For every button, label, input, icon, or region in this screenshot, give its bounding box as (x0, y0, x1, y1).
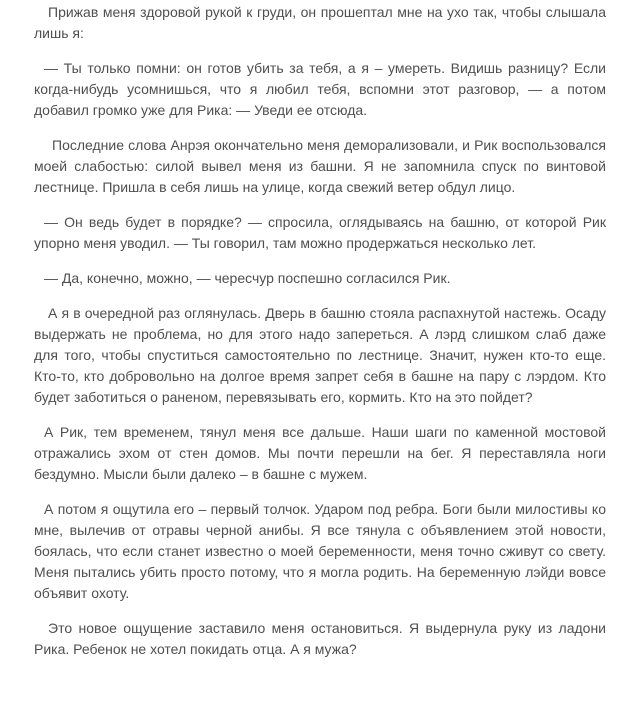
paragraph-4: — Он ведь будет в порядке? — спросила, оглядываясь на башню, от которой Рик упорно меня уводил. — Ты говорил, там можно продержаться несколько лет. (34, 214, 606, 251)
paragraph-7: А Рик, тем временем, тянул меня все дальше. Наши шаги по каменной мостовой отражались эхом от стен домов. Мы почти перешли на бег. Я переставляла ноги бездумно. Мысли были далеко – в башне с мужем. (34, 424, 606, 482)
paragraph-6: А я в очередной раз оглянулась. Дверь в башню стояла распахнутой настежь. Осаду выдержать не проблема, но для этого надо запереться. А лэрд слишком слаб даже для того, чтобы спуститься самостоятельно по лестнице. Значит, нужен кто-то еще. Кто-то, кто добровольно на долгое время запрет себя в башне на пару с лэрдом. Кто будет заботиться о раненом, перевязывать его, кормить. Кто на это пойдет? (34, 305, 606, 405)
paragraph-2: — Ты только помни: он готов убить за тебя, а я – умереть. Видишь разницу? Если когда-нибудь усомнишься, что я любил тебя, вспомни этот разговор, — а потом добавил громко уже для Рика: — Уведи ее отсюда. (34, 60, 606, 118)
paragraph-3: Последние слова Анрэя окончательно меня деморализовали, и Рик воспользовался моей слабостью: силой вывел меня из башни. Я не запомнила спуск по винтовой лестнице. Пришла в себя лишь на улице, когда свежий ветер обдул лицо. (34, 137, 606, 195)
paragraph-5: — Да, конечно, можно, — чересчур поспешно согласился Рик. (44, 270, 451, 286)
paragraph-9: Это новое ощущение заставило меня остановиться. Я выдернула руку из ладони Рика. Ребенок не хотел покидать отца. А я мужа? (34, 620, 606, 657)
paragraph-1: Прижав меня здоровой рукой к груди, он прошептал мне на ухо так, чтобы слышала лишь я: (34, 4, 606, 41)
paragraph-8: А потом я ощутила его – первый толчок. Ударом под ребра. Боги были милостивы ко мне, вылечив от отравы черной анибы. Я все тянула с объявлением этой новости, боялась, что если станет известно о моей беременности, меня точно сживут со свету. Меня пытались убить просто потому, что я могла родить. На беременную лэйди вовсе объявит охоту. (34, 501, 606, 601)
